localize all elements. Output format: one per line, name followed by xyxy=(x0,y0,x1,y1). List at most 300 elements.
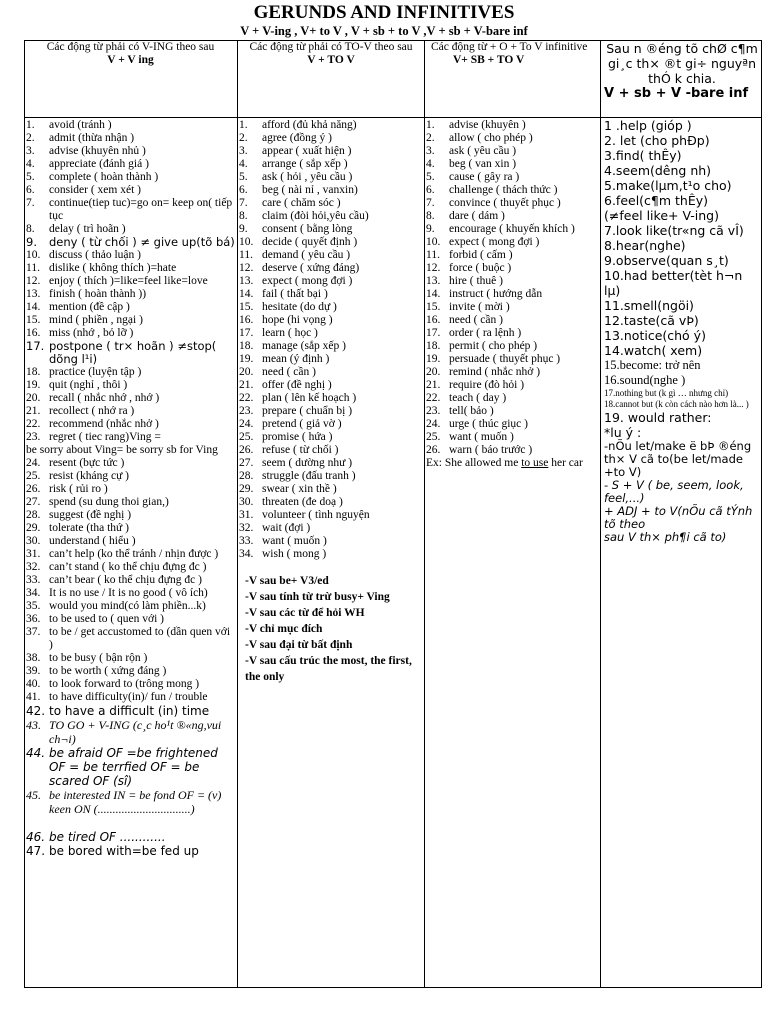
item-text: appreciate (đánh giá ) xyxy=(49,158,149,170)
list-item xyxy=(26,197,235,223)
list-item xyxy=(26,288,235,301)
item-number: 9. xyxy=(26,235,37,249)
col1-list xyxy=(26,119,235,858)
item-text: dislike ( không thích )=hate xyxy=(49,262,177,274)
list-item: 7.look like(tr«ng cã vÎ) xyxy=(604,223,744,238)
col4-note-heading: *lu ý : xyxy=(604,425,642,440)
item-text: beg ( van xin ) xyxy=(449,158,517,170)
item-text: care ( chăm sóc ) xyxy=(262,197,341,209)
item-text: would you mind(có làm phiền...k) xyxy=(49,600,206,612)
item-text: mean (ý định ) xyxy=(262,353,330,365)
item-text: agree (đồng ý ) xyxy=(262,132,332,144)
item-number: 42. xyxy=(26,704,46,718)
item-number: 23. xyxy=(239,405,254,417)
list-item xyxy=(239,119,423,132)
item-number: 47. xyxy=(26,844,46,858)
item-text: mind ( phiền , ngại ) xyxy=(49,314,143,326)
list-item xyxy=(239,496,423,509)
item-text: deserve ( xứng đáng) xyxy=(262,262,360,274)
item-number: 19. xyxy=(26,379,41,391)
col4-list xyxy=(604,118,759,358)
column-divider xyxy=(600,40,601,988)
item-text: convince ( thuyết phục ) xyxy=(449,197,561,209)
list-item xyxy=(26,496,235,509)
item-number: 6. xyxy=(239,184,248,196)
item-text: regret ( tiec rang)Ving = xyxy=(49,431,161,443)
list-item xyxy=(26,119,235,132)
item-text: to be busy ( bận rộn ) xyxy=(49,652,148,664)
list-item xyxy=(26,509,235,522)
list-item xyxy=(26,340,235,366)
list-item xyxy=(26,574,235,587)
col4-body xyxy=(604,118,759,544)
col2-header-rule: V + TO V xyxy=(307,54,355,66)
list-item: 11.smell(ngöi) xyxy=(604,298,694,313)
item-number: 8. xyxy=(26,223,35,235)
item-text: threaten (đe doạ ) xyxy=(262,496,343,508)
item-text: advise (khuyên ) xyxy=(449,119,526,131)
item-number: 7. xyxy=(426,197,435,209)
item-text: plan ( lên kế hoạch ) xyxy=(262,392,357,404)
item-number: 20. xyxy=(426,366,441,378)
list-item: 13.notice(chó ý) xyxy=(604,328,706,343)
rule-note: -V sau cấu trúc the most, the first, the only xyxy=(245,655,412,683)
item-number: 1. xyxy=(426,119,435,131)
item-number: 39. xyxy=(26,665,41,677)
item-number: 10. xyxy=(26,249,41,261)
item-text: It is no use / It is no good ( vô ích) xyxy=(49,587,208,599)
item-text: expect ( mong đợi ) xyxy=(449,236,540,248)
item-text: mention (đề cập ) xyxy=(49,301,130,313)
item-number: 23. xyxy=(426,405,441,417)
list-item xyxy=(26,379,235,392)
item-text: teach ( day ) xyxy=(449,392,507,404)
item-text: claim (đòi hỏi,yêu cầu) xyxy=(262,210,369,222)
item-text: wish ( mong ) xyxy=(262,548,327,560)
item-text: continue(tiep tuc)=go on= keep on( tiếp tục xyxy=(49,197,233,222)
list-item xyxy=(239,379,423,392)
list-item xyxy=(26,830,235,844)
item-number: 18. xyxy=(426,340,441,352)
item-number: 11. xyxy=(426,249,440,261)
item-number: 12. xyxy=(426,262,441,274)
list-item xyxy=(239,262,423,275)
item-text: recall ( nhắc nhớ , nhớ ) xyxy=(49,392,160,404)
item-text: spend (su dung thoi gian,) xyxy=(49,496,169,508)
column-divider xyxy=(424,40,425,988)
item-number: 13. xyxy=(239,275,254,287)
list-item: 16.sound(nghe ) xyxy=(604,373,686,387)
item-number: 22. xyxy=(426,392,441,404)
item-number: 46. xyxy=(26,830,46,844)
list-item xyxy=(26,249,235,262)
list-item xyxy=(426,379,598,392)
list-item xyxy=(239,249,423,262)
list-item xyxy=(26,561,235,574)
list-item xyxy=(239,470,423,483)
item-number: 20. xyxy=(26,392,41,404)
item-text: miss (nhớ , bỏ lỡ ) xyxy=(49,327,134,339)
list-item xyxy=(26,444,235,457)
item-text: finish ( hoàn thành )) xyxy=(49,288,147,300)
list-item: 9.observe(quan s¸t) xyxy=(604,253,729,268)
item-text: persuade ( thuyết phục ) xyxy=(449,353,561,365)
item-number: 34. xyxy=(26,587,41,599)
list-item xyxy=(426,431,598,444)
item-number: 1. xyxy=(239,119,248,131)
item-text: invite ( mời ) xyxy=(449,301,510,313)
item-number: 6. xyxy=(26,184,35,196)
item-number: 15. xyxy=(426,301,441,313)
item-number: 11. xyxy=(26,262,40,274)
item-text: hire ( thuê ) xyxy=(449,275,503,287)
col4-italic-note-2: + ADJ + to V(nÕu cã tÝnh tõ theo xyxy=(604,504,753,531)
rule-note: -V sau đại từ bất định xyxy=(245,639,353,651)
item-text: force ( buộc ) xyxy=(449,262,512,274)
col2-notes xyxy=(239,573,423,685)
item-number: 40. xyxy=(26,678,41,690)
item-text: order ( ra lệnh ) xyxy=(449,327,522,339)
item-text: discuss ( thảo luận ) xyxy=(49,249,141,261)
item-text: quit (nghỉ , thôi ) xyxy=(49,379,128,391)
list-item xyxy=(26,457,235,470)
list-item xyxy=(26,522,235,535)
item-text: seem ( dường như ) xyxy=(262,457,353,469)
item-number: 33. xyxy=(26,574,41,586)
item-text: resent (bực tức ) xyxy=(49,457,125,469)
list-item xyxy=(239,483,423,496)
list-item xyxy=(426,132,598,145)
item-text: hope (hi vọng ) xyxy=(262,314,333,326)
list-item xyxy=(26,548,235,561)
item-number: 19. xyxy=(426,353,441,365)
item-number: 26. xyxy=(26,483,41,495)
item-number: 37. xyxy=(26,626,41,638)
list-item xyxy=(26,587,235,600)
list-item xyxy=(26,132,235,145)
item-number: 24. xyxy=(426,418,441,430)
item-number: 12. xyxy=(239,262,254,274)
list-item xyxy=(239,457,423,470)
item-number: 19. xyxy=(239,353,254,365)
item-number: 45. xyxy=(26,788,41,802)
list-item xyxy=(239,418,423,431)
item-text: appear ( xuất hiện ) xyxy=(262,145,352,157)
item-number: 17. xyxy=(239,327,254,339)
item-number: 28. xyxy=(239,470,254,482)
item-number: 7. xyxy=(239,197,248,209)
item-number: 15. xyxy=(26,314,41,326)
col1-header xyxy=(26,41,235,67)
list-item xyxy=(26,600,235,613)
item-text: to be worth ( xứng đáng ) xyxy=(49,665,167,677)
item-text: prepare ( chuẩn bị ) xyxy=(262,405,353,417)
col2-header xyxy=(240,41,422,67)
list-item xyxy=(426,288,598,301)
list-item xyxy=(426,340,598,353)
item-text: warn ( báo trước ) xyxy=(449,444,533,456)
item-text: allow ( cho phép ) xyxy=(449,132,533,144)
list-item xyxy=(26,145,235,158)
item-text: challenge ( thách thức ) xyxy=(449,184,558,196)
rule-note: -V sau các từ để hỏi WH xyxy=(245,607,365,619)
list-item xyxy=(26,678,235,691)
col3-body xyxy=(426,119,598,470)
item-number: 13. xyxy=(426,275,441,287)
col3-header-rule: V+ SB + TO V xyxy=(453,54,525,66)
column-divider xyxy=(237,40,238,988)
item-text: forbid ( cấm ) xyxy=(449,249,513,261)
list-item xyxy=(426,275,598,288)
item-number: 43. xyxy=(26,718,41,732)
list-item xyxy=(239,444,423,457)
item-text: want ( muốn ) xyxy=(449,431,514,443)
item-number: 21. xyxy=(426,379,441,391)
list-item xyxy=(239,405,423,418)
item-text: hesitate (do dự ) xyxy=(262,301,337,313)
list-item xyxy=(26,788,235,816)
list-item xyxy=(26,405,235,418)
item-text: advise (khuyên nhủ ) xyxy=(49,145,146,157)
list-item xyxy=(426,353,598,366)
item-text: afford (đủ khả năng) xyxy=(262,119,357,131)
item-text: offer (đề nghị ) xyxy=(262,379,332,391)
col4-italic-note-3: sau V th× ph¶i cã to) xyxy=(604,530,727,544)
list-item xyxy=(426,145,598,158)
list-item xyxy=(239,327,423,340)
item-number: 4. xyxy=(239,158,248,170)
item-text: to have difficulty(in)/ fun / trouble xyxy=(49,691,208,703)
list-item xyxy=(26,275,235,288)
list-item xyxy=(426,210,598,223)
list-item xyxy=(239,288,423,301)
item-number: 10. xyxy=(426,236,441,248)
item-number: 31. xyxy=(239,509,254,521)
item-number: 2. xyxy=(426,132,435,144)
item-text: struggle (đấu tranh ) xyxy=(262,470,356,482)
item-number: 17. xyxy=(426,327,441,339)
list-item xyxy=(26,431,235,444)
list-item xyxy=(26,262,235,275)
list-item xyxy=(26,718,235,746)
list-item xyxy=(239,210,423,223)
item-number: 25. xyxy=(239,431,254,443)
item-text: want ( muốn ) xyxy=(262,535,327,547)
item-number: 22. xyxy=(26,418,41,430)
item-text: pretend ( giả vờ ) xyxy=(262,418,342,430)
item-number: 5. xyxy=(26,171,35,183)
item-text: ask ( hỏi , yêu cầu ) xyxy=(262,171,353,183)
rule-note: -V sau tính từ trừ busy+ Ving xyxy=(245,591,390,603)
item-number: 27. xyxy=(239,457,254,469)
item-number: 34. xyxy=(239,548,254,560)
list-item xyxy=(239,392,423,405)
list-item xyxy=(239,522,423,535)
list-item: 10.had better(tèt h¬n lµ) xyxy=(604,268,743,298)
item-number: 21. xyxy=(26,405,41,417)
col4-italic-note-1: - S + V ( be, seem, look, feel,...) xyxy=(604,478,744,505)
item-text: avoid (tránh ) xyxy=(49,119,112,131)
list-item xyxy=(426,392,598,405)
list-item xyxy=(239,145,423,158)
list-item: (≠feel like+ V-ing) xyxy=(604,208,719,223)
item-text: be tired OF ............ xyxy=(49,830,166,844)
col2-header-text: Các động từ phải có TO-V theo sau xyxy=(249,41,413,53)
item-text: to be / get accustomed to (dần quen với ) xyxy=(49,626,231,651)
col4-header-text: Sau n ®éng tõ chØ c¶m gi¸c th× ®t gi÷ nguyªn thÓ k chia. xyxy=(606,41,758,86)
list-item xyxy=(26,158,235,171)
item-text: need ( cần ) xyxy=(449,314,503,326)
list-item xyxy=(426,223,598,236)
item-text: learn ( học ) xyxy=(262,327,318,339)
item-text: dare ( dám ) xyxy=(449,210,505,222)
item-number: 21. xyxy=(239,379,254,391)
item-number: 9. xyxy=(239,223,248,235)
list-item xyxy=(26,746,235,788)
list-item xyxy=(426,249,598,262)
item-number: 16. xyxy=(239,314,254,326)
item-number: 5. xyxy=(426,171,435,183)
item-number: 1. xyxy=(26,119,35,131)
item-text: recommend (nhắc nhở ) xyxy=(49,418,159,430)
item-number: 29. xyxy=(26,522,41,534)
item-text: expect ( mong đợi ) xyxy=(262,275,353,287)
col4-header-rule: V + sb + V -bare inf xyxy=(604,86,749,101)
list-item xyxy=(239,301,423,314)
rule-note: -V chỉ mục đích xyxy=(245,623,323,635)
item-number: 11. xyxy=(239,249,253,261)
list-item xyxy=(26,470,235,483)
list-item: 15.become: trở nên xyxy=(604,358,701,372)
item-number: 2. xyxy=(26,132,35,144)
list-item xyxy=(26,483,235,496)
list-item xyxy=(26,418,235,431)
list-item xyxy=(26,613,235,626)
item-text: manage (sắp xếp ) xyxy=(262,340,346,352)
list-item: 8.hear(nghe) xyxy=(604,238,686,253)
col4-item-17: 17.nothing but (k gì … nhưng chỉ) xyxy=(604,388,729,398)
item-number: 25. xyxy=(26,470,41,482)
item-text: enjoy ( thích )=like=feel like=love xyxy=(49,275,208,287)
col4-item-19: 19. would rather: xyxy=(604,410,712,425)
item-number: 14. xyxy=(26,301,41,313)
item-text: tell( bảo ) xyxy=(449,405,494,417)
list-item: 2. let (cho phÐp) xyxy=(604,133,710,148)
list-item: 4.seem(dêng nh) xyxy=(604,163,712,178)
list-item xyxy=(426,158,598,171)
rule-note: -V sau be+ V3/ed xyxy=(245,575,329,587)
item-text: can’t help (ko thể tránh / nhịn được ) xyxy=(49,548,219,560)
item-number: 3. xyxy=(426,145,435,157)
list-item xyxy=(426,197,598,210)
item-text: decide ( quyết định ) xyxy=(262,236,358,248)
list-item xyxy=(26,301,235,314)
col3-header-text: Các động từ + O + To V infinitive xyxy=(431,41,588,53)
list-item xyxy=(426,444,598,457)
page-subtitle: V + V-ing , V+ to V , V + sb + to V ,V + sb + V-bare inf xyxy=(240,24,528,38)
col1-header-text: Các động từ phải có V-ING theo sau xyxy=(46,41,215,53)
item-text: resist (kháng cự ) xyxy=(49,470,130,482)
col3-example: Ex: She allowed me to use her car xyxy=(426,457,583,469)
item-text: urge ( thúc giục ) xyxy=(449,418,528,430)
item-number: 26. xyxy=(239,444,254,456)
item-number: 25. xyxy=(426,431,441,443)
item-text: need ( cần ) xyxy=(262,366,316,378)
page-title: GERUNDS AND INFINITIVES xyxy=(253,2,515,23)
col2-list xyxy=(239,119,423,561)
list-item xyxy=(26,366,235,379)
item-text: tolerate (tha thứ ) xyxy=(49,522,129,534)
list-item xyxy=(239,236,423,249)
list-item xyxy=(426,366,598,379)
item-number: 30. xyxy=(26,535,41,547)
item-number: 32. xyxy=(26,561,41,573)
item-number: 2. xyxy=(239,132,248,144)
item-text: fail ( thất bại ) xyxy=(262,288,328,300)
item-number: 12. xyxy=(26,275,41,287)
item-number: 30. xyxy=(239,496,254,508)
list-item xyxy=(26,171,235,184)
item-text: recollect ( nhớ ra ) xyxy=(49,405,135,417)
item-text: instruct ( hướng dẫn xyxy=(449,288,543,300)
list-item xyxy=(26,844,235,858)
item-text: delay ( trì hoãn ) xyxy=(49,223,126,235)
item-text: require (đò hỏi ) xyxy=(449,379,525,391)
list-item xyxy=(239,158,423,171)
item-text: understand ( hiểu ) xyxy=(49,535,136,547)
list-item xyxy=(426,262,598,275)
item-text: consider ( xem xét ) xyxy=(49,184,141,196)
item-text: suggest (đề nghị ) xyxy=(49,509,132,521)
item-number: 41. xyxy=(26,691,41,703)
list-item xyxy=(426,314,598,327)
list-item xyxy=(239,275,423,288)
item-text: remind ( nhắc nhở ) xyxy=(449,366,541,378)
item-text: refuse ( từ chối ) xyxy=(262,444,339,456)
item-number: 9. xyxy=(426,223,435,235)
item-number: 38. xyxy=(26,652,41,664)
item-number: 23. xyxy=(26,431,41,443)
item-number: 8. xyxy=(239,210,248,222)
item-text: can’t bear ( ko thể chịu đựng đc ) xyxy=(49,574,202,586)
item-text: be bored with=be fed up xyxy=(49,844,199,858)
item-text: swear ( xin thề ) xyxy=(262,483,337,495)
item-number: 33. xyxy=(239,535,254,547)
list-item: 12.taste(cã vÞ) xyxy=(604,313,699,328)
item-number: 29. xyxy=(239,483,254,495)
item-text: beg ( nài nỉ , vanxin) xyxy=(262,184,358,196)
item-number: 22. xyxy=(239,392,254,404)
list-item xyxy=(239,132,423,145)
col4-note-text: -nÕu let/make ë bÞ ®éng th× V cã to(be let/made +to V) xyxy=(604,439,752,479)
item-text: deny ( từ chối ) ≠ give up(tõ bá) xyxy=(49,235,235,249)
item-text: can’t stand ( ko thể chịu đựng đc ) xyxy=(49,561,207,573)
col4-list-serif xyxy=(604,358,759,388)
item-text: demand ( yêu cầu ) xyxy=(262,249,351,261)
item-text: encourage ( khuyến khích ) xyxy=(449,223,575,235)
list-item xyxy=(239,431,423,444)
item-number: 15. xyxy=(239,301,254,313)
list-item xyxy=(239,197,423,210)
item-number: 4. xyxy=(426,158,435,170)
list-item xyxy=(26,535,235,548)
item-number: 28. xyxy=(26,509,41,521)
list-item xyxy=(26,626,235,652)
item-number: 18. xyxy=(239,340,254,352)
item-number: 20. xyxy=(239,366,254,378)
item-number: 10. xyxy=(239,236,254,248)
item-number: 3. xyxy=(26,145,35,157)
